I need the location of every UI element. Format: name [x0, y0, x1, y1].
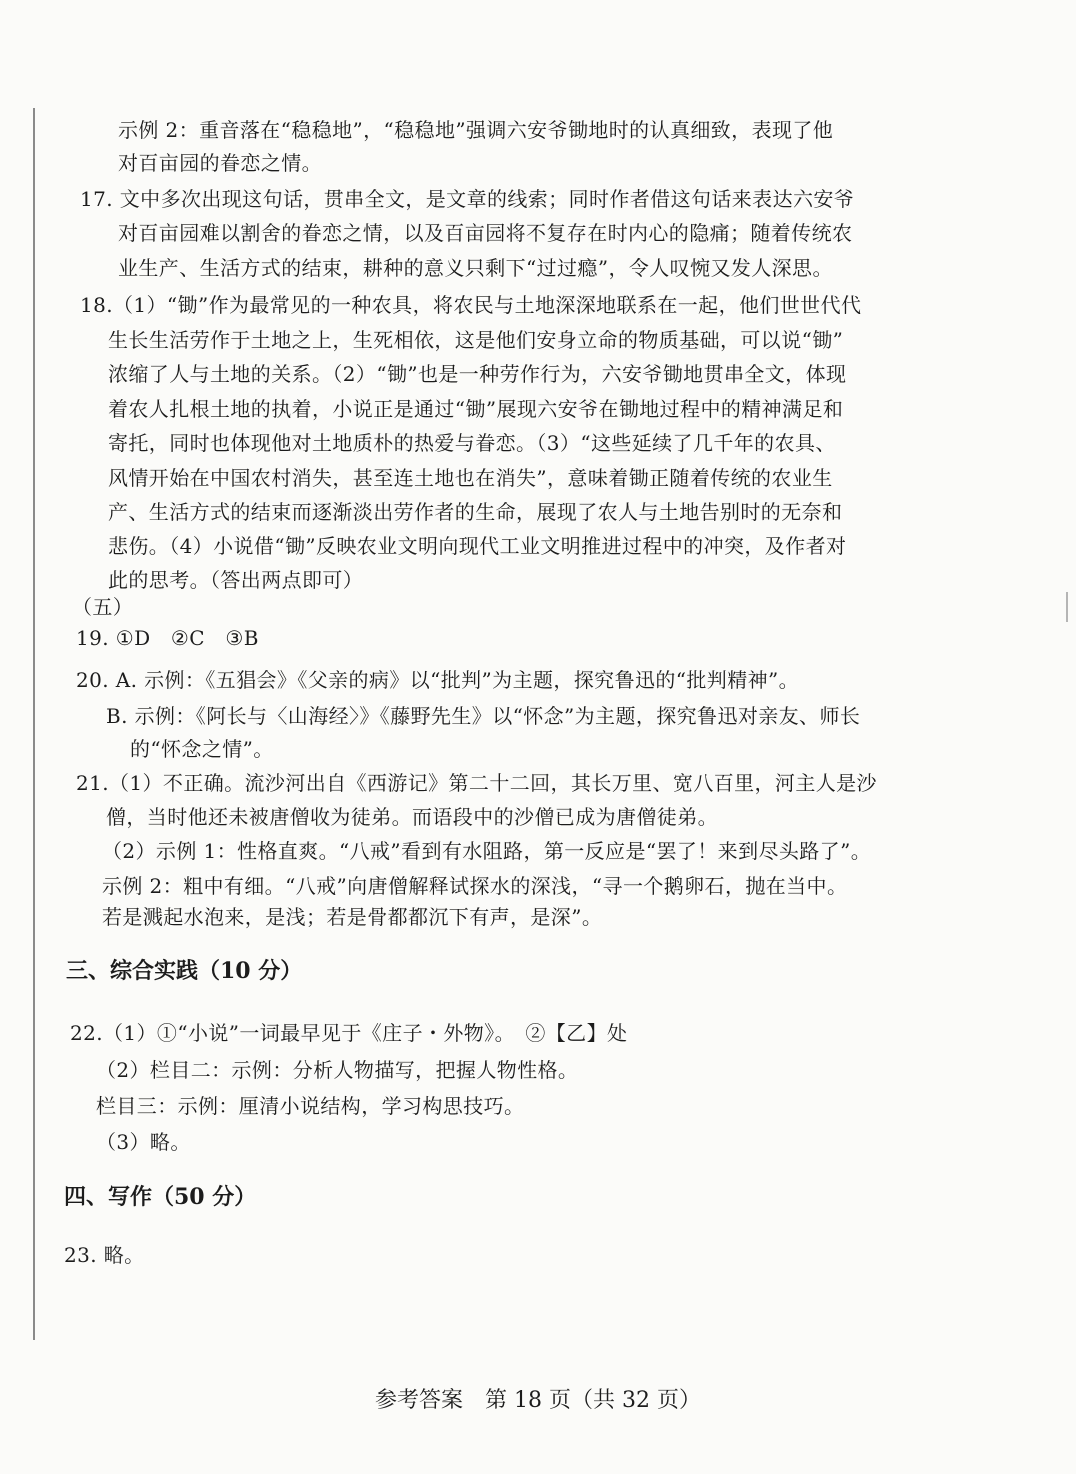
text-line: 僧，当时他还未被唐僧收为徒弟。而语段中的沙僧已成为唐僧徒弟。	[106, 805, 718, 829]
page-footer: 参考答案 第 18 页（共 32 页）	[375, 1388, 701, 1413]
text-line: （3）略。	[96, 1130, 191, 1154]
section-heading: 四、写作（50 分）	[64, 1184, 257, 1210]
text-line: 生长生活劳作于土地之上，生死相依，这是他们安身立命的物质基础，可以说“锄”	[108, 328, 844, 352]
question-17: 17. 文中多次出现这句话，贯串全文，是文章的线索；同时作者借这句话来表达六安爷	[80, 187, 855, 211]
text-line: 示例 2：粗中有细。“八戒”向唐僧解释试探水的深浅，“寻一个鹅卵石，抛在当中。	[102, 874, 848, 898]
text-line: 着农人扎根土地的执着，小说正是通过“锄”展现六安爷在锄地过程中的精神满足和	[108, 397, 844, 421]
text-line: 产、生活方式的结束而逐渐淡出劳作者的生命，展现了农人与土地告别时的无奈和	[108, 500, 843, 524]
section-heading: 三、综合实践（10 分）	[66, 958, 303, 984]
text-line: （2）栏目二：示例：分析人物描写，把握人物性格。	[96, 1058, 579, 1082]
text-line: 的“怀念之情”。	[130, 737, 274, 761]
section-label: （五）	[72, 595, 134, 619]
text-line: 寄托，同时也体现他对土地质朴的热爱与眷恋。（3）“这些延续了几千年的农具、	[108, 431, 836, 455]
text-line: 风情开始在中国农村消失，甚至连土地也在消失”，意味着锄正随着传统的农业生	[108, 466, 833, 490]
text-line: 对百亩园的眷恋之情。	[118, 151, 322, 175]
text-line: 悲伤。（4）小说借“锄”反映农业文明向现代工业文明推进过程中的冲突，及作者对	[108, 534, 847, 558]
text-line: 示例 2：重音落在“稳稳地”，“稳稳地”强调六安爷锄地时的认真细致，表现了他	[118, 118, 834, 142]
text-line: 浓缩了人与土地的关系。（2）“锄”也是一种劳作行为，六安爷锄地贯串全文，体现	[108, 362, 847, 386]
question-23: 23. 略。	[64, 1243, 145, 1267]
question-19: 19. ①D ②C ③B	[76, 626, 259, 650]
question-22: 22.（1）①“小说”一词最早见于《庄子・外物》。 ②【乙】处	[70, 1021, 628, 1045]
text-line: 此的思考。（答出两点即可）	[108, 568, 364, 592]
question-18: 18.（1）“锄”作为最常见的一种农具，将农民与土地深深地联系在一起，他们世世代代	[80, 293, 862, 317]
text-line: （2）示例 1：性格直爽。“八戒”看到有水阻路，第一反应是“罢了！来到尽头路了”。	[102, 839, 872, 863]
text-line: 栏目三：示例：厘清小说结构，学习构思技巧。	[96, 1094, 525, 1118]
question-21: 21.（1）不正确。流沙河出自《西游记》第二十二回，其长万里、宽八百里，河主人是沙	[76, 771, 877, 795]
text-line: 对百亩园难以割舍的眷恋之情，以及百亩园将不复存在时内心的隐痛；随着传统农	[118, 221, 853, 245]
text-line: 业生产、生活方式的结束，耕种的意义只剩下“过过瘾”，令人叹惋又发人深思。	[118, 256, 833, 280]
question-20: 20. A. 示例：《五猖会》《父亲的病》以“批判”为主题，探究鲁迅的“批判精神”。	[76, 668, 800, 692]
text-line: B. 示例：《阿长与〈山海经〉》《藤野先生》以“怀念”为主题，探究鲁迅对亲友、师长	[106, 704, 861, 728]
scan-mark	[1066, 592, 1068, 622]
margin-line	[33, 108, 35, 1340]
text-line: 若是溅起水泡来，是浅；若是骨都都沉下有声，是深”。	[102, 905, 603, 929]
